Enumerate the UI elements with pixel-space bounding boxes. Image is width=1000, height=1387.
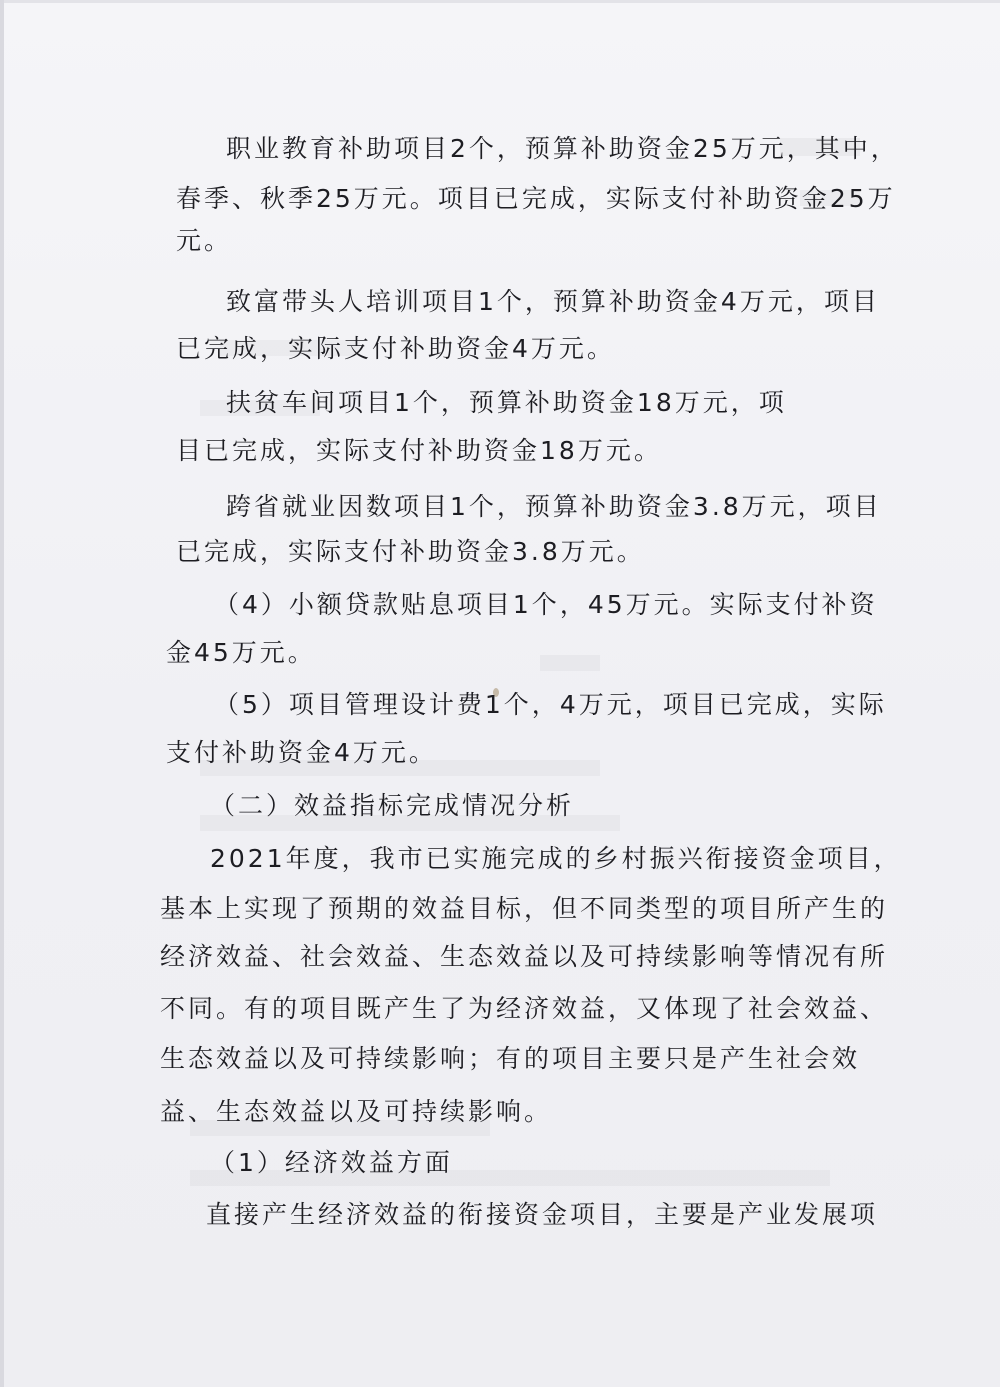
text-line-8: 跨省就业因数项目1个，预算补助资金3.8万元，项目 — [226, 492, 882, 521]
text-line-15: 2021年度，我市已实施完成的乡村振兴衔接资金项目， — [210, 844, 902, 873]
text-line-10: （4）小额贷款贴息项目1个，45万元。实际支付补资 — [214, 590, 878, 619]
page-top-edge — [0, 0, 1000, 3]
text-line-2: 春季、秋季25万元。项目已完成，实际支付补助资金25万 — [176, 184, 896, 213]
section-heading-benefit-analysis: （二）效益指标完成情况分析 — [210, 791, 575, 820]
page-left-edge — [0, 0, 4, 1387]
text-line-3: 元。 — [176, 226, 233, 255]
text-line-20: 益、生态效益以及可持续影响。 — [160, 1097, 553, 1126]
text-line-18: 不同。有的项目既产生了为经济效益，又体现了社会效益、 — [160, 994, 889, 1023]
text-line-16: 基本上实现了预期的效益目标，但不同类型的项目所产生的 — [160, 894, 889, 923]
bleed-through-mark — [540, 655, 600, 671]
subheading-economic-benefit: （1）经济效益方面 — [210, 1148, 453, 1177]
text-line-19: 生态效益以及可持续影响；有的项目主要只是产生社会效 — [160, 1044, 861, 1073]
text-line-17: 经济效益、社会效益、生态效益以及可持续影响等情况有所 — [160, 942, 889, 971]
text-line-11: 金45万元。 — [166, 638, 316, 667]
text-line-22: 直接产生经济效益的衔接资金项目，主要是产业发展项 — [206, 1200, 879, 1229]
text-line-6: 扶贫车间项目1个，预算补助资金18万元，项 — [226, 388, 787, 417]
text-line-1: 职业教育补助项目2个，预算补助资金25万元，其中， — [226, 134, 899, 163]
text-line-12: （5）项目管理设计费1个，4万元，项目已完成，实际 — [214, 690, 887, 719]
text-line-4: 致富带头人培训项目1个，预算补助资金4万元，项目 — [226, 287, 880, 316]
text-line-13: 支付补助资金4万元。 — [166, 738, 437, 767]
text-line-7: 目已完成，实际支付补助资金18万元。 — [176, 436, 662, 465]
text-line-9: 已完成，实际支付补助资金3.8万元。 — [176, 537, 645, 566]
text-line-5: 已完成，实际支付补助资金4万元。 — [176, 334, 615, 363]
